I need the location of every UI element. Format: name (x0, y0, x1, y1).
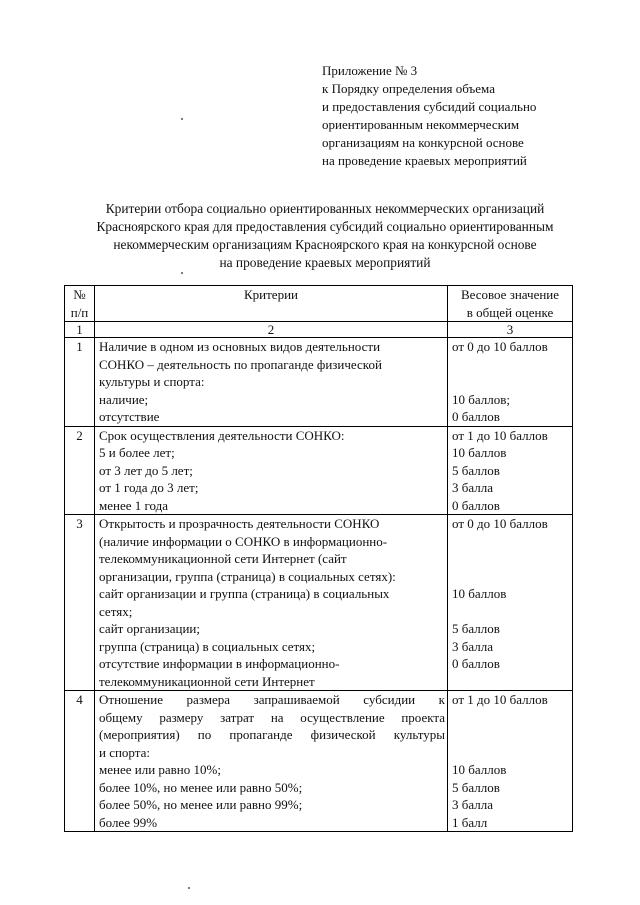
criteria-table (64, 285, 573, 832)
appendix-line: к Порядку определения объема (322, 81, 495, 96)
column-number-row (65, 322, 573, 338)
criteria-cell: Открытость и прозрачность деятельности СОНКО (наличие информации о СОНКО в информационно- телекоммуникационной сети Интернет (сайт организации, группа (страница) в социальных сетях): сайт организации и группа (страница) в социальных сетях; сайт организации; группа (страница) в социальных сетях; отсутствие информации в информационно- телекоммуникационной сети Интернет (95, 515, 448, 691)
row-number: 4 (65, 691, 95, 832)
row-number: 3 (65, 515, 95, 691)
header-criteria: Критерии (95, 286, 448, 322)
document-title (40, 200, 610, 272)
title-line: на проведение краевых мероприятий (219, 255, 431, 270)
weight-cell: от 0 до 10 баллов 10 баллов; 0 баллов (448, 338, 573, 427)
weight-cell: от 0 до 10 баллов 10 баллов 5 баллов 3 балла 0 баллов (448, 515, 573, 691)
table-row (65, 338, 573, 427)
appendix-line: организациям на конкурсной основе (322, 135, 524, 150)
column-number: 2 (95, 322, 448, 338)
table-row (65, 426, 573, 515)
appendix-header (322, 62, 622, 170)
criteria-cell: Срок осуществления деятельности СОНКО: 5 и более лет; от 3 лет до 5 лет; от 1 года до 3 лет; менее 1 года (95, 426, 448, 515)
table-row (65, 515, 573, 691)
row-number: 2 (65, 426, 95, 515)
scan-speck (181, 118, 183, 120)
column-number: 3 (448, 322, 573, 338)
criteria-cell: Наличие в одном из основных видов деятельности СОНКО – деятельность по пропаганде физической культуры и спорта: наличие; отсутствие (95, 338, 448, 427)
appendix-line: и предоставления субсидий социально (322, 99, 537, 114)
scan-speck (181, 272, 183, 274)
table-row (65, 691, 573, 832)
title-line: Красноярского края для предоставления субсидий социально ориентированным (96, 219, 554, 234)
title-line: Критерии отбора социально ориентированных некоммерческих организаций (105, 201, 545, 216)
row-number: 1 (65, 338, 95, 427)
weight-cell: от 1 до 10 баллов 10 баллов 5 баллов 3 балла 0 баллов (448, 426, 573, 515)
column-number: 1 (65, 322, 95, 338)
title-line: некоммерческим организациям Красноярского края на конкурсной основе (113, 237, 537, 252)
weight-cell: от 1 до 10 баллов 10 баллов 5 баллов 3 балла 1 балл (448, 691, 573, 832)
criteria-cell: Отношение размера запрашиваемой субсидии к общему размеру затрат на осуществление проекта (мероприятия) по пропаганде физической культуры и спорта: менее или равно 10%; более 10%, но менее или равно 50%; более 50%, но менее или равно 99%; более 99% (95, 691, 448, 832)
appendix-line: Приложение № 3 (322, 63, 418, 78)
scan-speck (188, 887, 190, 889)
appendix-line: на проведение краевых мероприятий (322, 153, 527, 168)
table-header-row (65, 286, 573, 322)
appendix-line: ориентированным некоммерческим (322, 117, 520, 132)
header-weight: Весовое значение в общей оценке (448, 286, 573, 322)
header-num: № п/п (65, 286, 95, 322)
